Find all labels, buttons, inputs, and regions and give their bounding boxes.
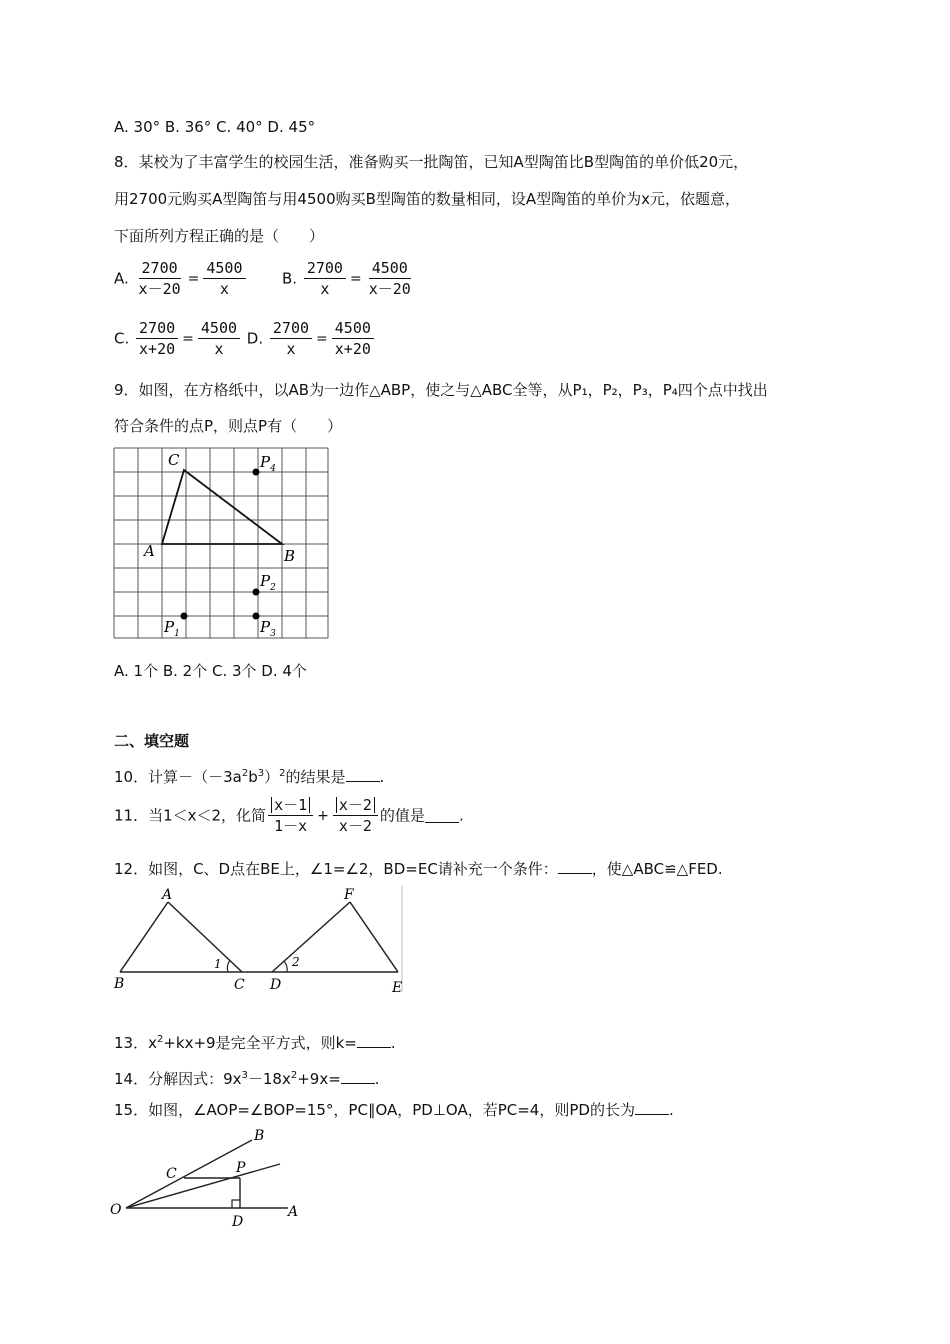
fraction: $\frac{2700}{x-20}$	[138, 259, 181, 298]
fraction: $\frac{2700}{x+20}$	[136, 318, 178, 359]
answer-blank[interactable]	[357, 1033, 391, 1048]
label-c: C	[234, 977, 245, 993]
q13: 13．$x^2+kx+9$是完全平方式，则k= .	[114, 1034, 396, 1052]
label-a: A	[288, 1204, 299, 1220]
q9-grid-figure	[112, 446, 330, 640]
label-f: F	[344, 887, 354, 903]
fraction: $\frac{x-2}{x-2}$	[333, 795, 378, 836]
q11: 11．当1＜x＜2，化简 $\frac{x-1}{1-x}$ + $\frac{x-2}{x-2}$ 的值是 .	[114, 796, 464, 835]
q12: 12．如图，C、D点在BE上，∠1=∠2，BD=EC请补充一个条件： ，使△ABC≌△FED.	[114, 860, 723, 878]
answer-blank[interactable]	[558, 859, 592, 874]
label-b: B	[284, 547, 296, 565]
fraction: $\frac{4500}{x}$	[203, 258, 245, 299]
answer-blank[interactable]	[341, 1069, 375, 1084]
answer-blank[interactable]	[346, 767, 380, 782]
label-o: O	[110, 1202, 122, 1218]
fraction: $\frac{4500}{x+20}$	[332, 318, 374, 359]
point-p1	[181, 613, 188, 620]
label-p3: $P_3$	[260, 618, 276, 639]
point-p3	[253, 613, 260, 620]
q15: 15．如图，∠AOP=∠BOP=15°，PC∥OA，PD⊥OA，若PC=4，则PD的长为 .	[114, 1101, 674, 1119]
q8-line3: 下面所列方程正确的是（ ）	[114, 227, 325, 245]
q10: 10．计算$-(-3a^2b^3)^2$的结果是 .	[114, 768, 385, 786]
q15-angle-figure	[108, 1126, 304, 1228]
fraction: $\frac{2700}{x}$	[270, 318, 312, 359]
angle-2-label: 2	[292, 955, 300, 969]
q14: 14．分解因式：$9x^3-18x^2+9x=$ .	[114, 1070, 380, 1088]
q7-options: A. 30° B. 36° C. 40° D. 45°	[114, 118, 316, 136]
q9-options: A. 1个 B. 2个 C. 3个 D. 4个	[114, 662, 307, 680]
label-p1: $P_1$	[164, 618, 180, 639]
fraction: $\frac{4500}{x-20}$	[368, 259, 411, 298]
fraction: $\frac{2700}{x}$	[304, 258, 346, 299]
answer-blank[interactable]	[635, 1100, 669, 1115]
q9-line1: 9．如图，在方格纸中，以AB为一边作△ABP，使之与△ABC全等，从P₁，P₂，P₃，P₄四个点中找出	[114, 381, 768, 399]
label-p2: $P_2$	[260, 572, 276, 593]
label-p4: $P_4$	[260, 453, 276, 474]
q8-option-a: A. $\frac{2700}{x-20}$ = $\frac{4500}{x}$	[114, 258, 248, 299]
q8-option-b: B. $\frac{2700}{x}$ = $\frac{4500}{x-20}$	[282, 258, 416, 299]
q8-option-c: C. $\frac{2700}{x+20}$ = $\frac{4500}{x}$ D. $\frac{2700}{x}$ = $\frac{4500}{x+20}$	[114, 318, 376, 359]
label-d: D	[232, 1214, 244, 1228]
label-c: C	[166, 1166, 177, 1182]
label-a: A	[162, 887, 173, 903]
label-a: A	[144, 542, 155, 560]
angle-1-label: 1	[214, 957, 222, 971]
label-d: D	[270, 977, 282, 993]
section-title: 二、填空题	[114, 732, 190, 750]
q8-line1: 8．某校为了丰富学生的校园生活，准备购买一批陶笛，已知A型陶笛比B型陶笛的单价低20元，	[114, 153, 749, 171]
fraction: $\frac{4500}{x}$	[198, 318, 240, 359]
triangle-abc	[162, 470, 282, 544]
point-p4	[253, 469, 260, 476]
point-p2	[253, 589, 260, 596]
answer-blank[interactable]	[425, 808, 459, 823]
label-e: E	[392, 980, 403, 994]
label-c: C	[168, 451, 180, 469]
label-p: P	[236, 1160, 246, 1176]
q8-line2: 用2700元购买A型陶笛与用4500购买B型陶笛的数量相同，设A型陶笛的单价为x元，依题意，	[114, 190, 741, 208]
label-b: B	[254, 1128, 265, 1144]
q12-triangles-figure	[112, 886, 404, 994]
q9-line2: 符合条件的点P，则点P有（ ）	[114, 417, 343, 435]
label-b: B	[114, 976, 125, 992]
fraction: $\frac{x-1}{1-x}$	[268, 795, 313, 836]
